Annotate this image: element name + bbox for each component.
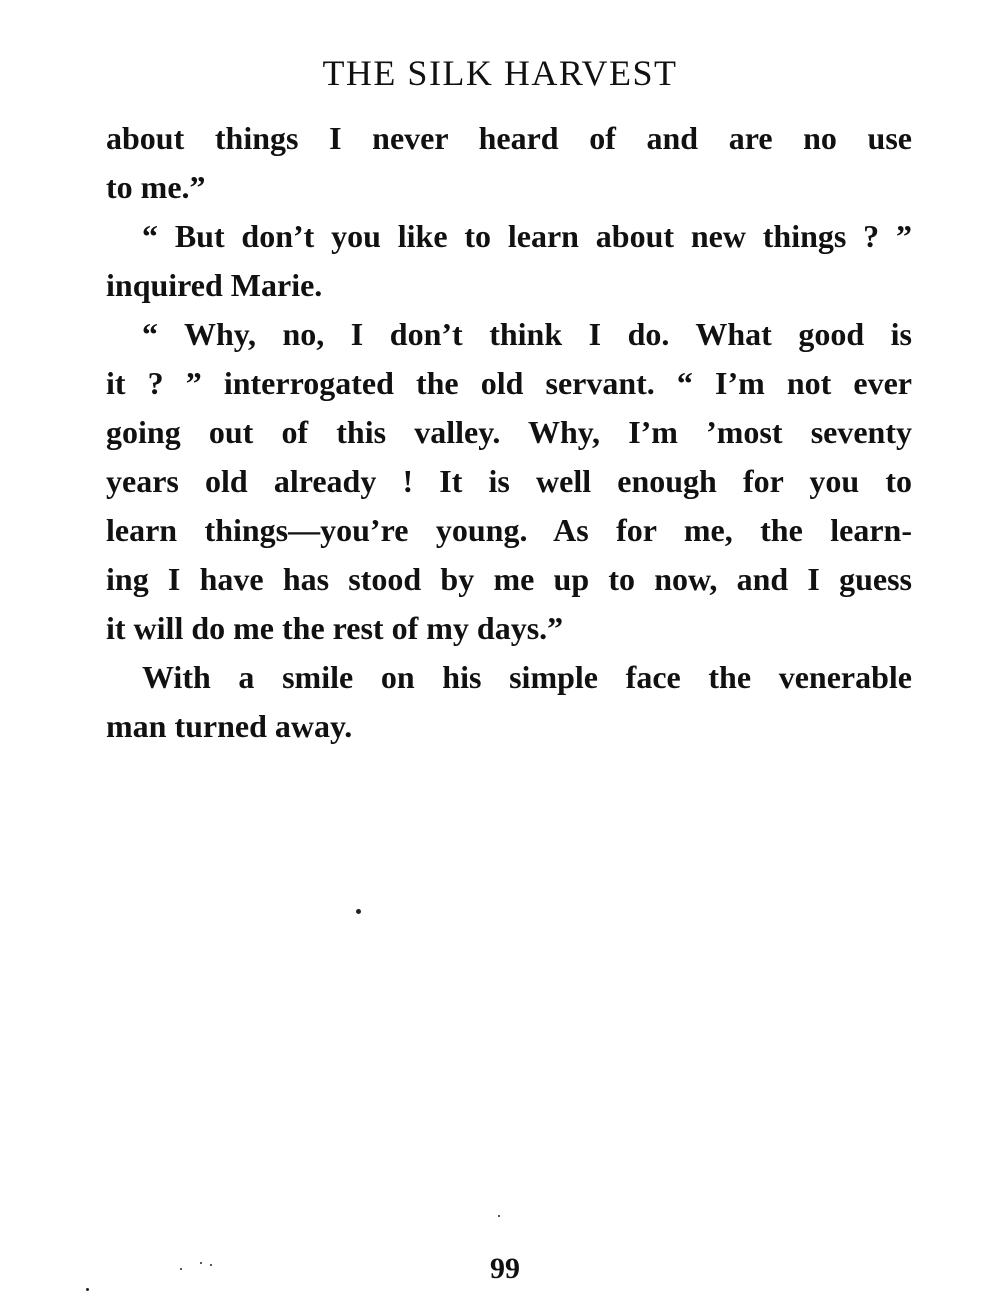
text-line: inquired Marie. (106, 267, 323, 303)
text-line: man turned away. (106, 708, 353, 744)
text-line: ing I have has stood by me up to now, and I guess (106, 561, 912, 597)
print-speck (356, 909, 361, 914)
text-line: years old already ! It is well enough for you to (106, 463, 912, 499)
page-number: 99 (490, 1252, 520, 1285)
text-line: learn things—you’re young. As for me, the learn- (106, 512, 912, 548)
print-speck (86, 1288, 89, 1291)
paragraph-3 (106, 310, 912, 653)
text-line: it will do me the rest of my days.” (106, 610, 564, 646)
paragraph-1 (106, 114, 912, 212)
print-speck (498, 1215, 500, 1217)
running-head: THE SILK HARVEST (322, 53, 678, 93)
text-line: With a smile on his simple face the venerable (142, 659, 912, 695)
paragraph-2 (106, 212, 912, 310)
text-line: “ Why, no, I don’t think I do. What good is (142, 316, 912, 352)
text-line: to me.” (106, 169, 206, 205)
text-line: going out of this valley. Why, I’m ’most seventy (106, 414, 912, 450)
text-line: about things I never heard of and are no use (106, 120, 912, 156)
text-line: it ? ” interrogated the old servant. “ I’m not ever (106, 365, 912, 401)
body-text (106, 114, 912, 751)
paragraph-4 (106, 653, 912, 751)
text-line: “ But don’t you like to learn about new things ? ” (142, 218, 912, 254)
